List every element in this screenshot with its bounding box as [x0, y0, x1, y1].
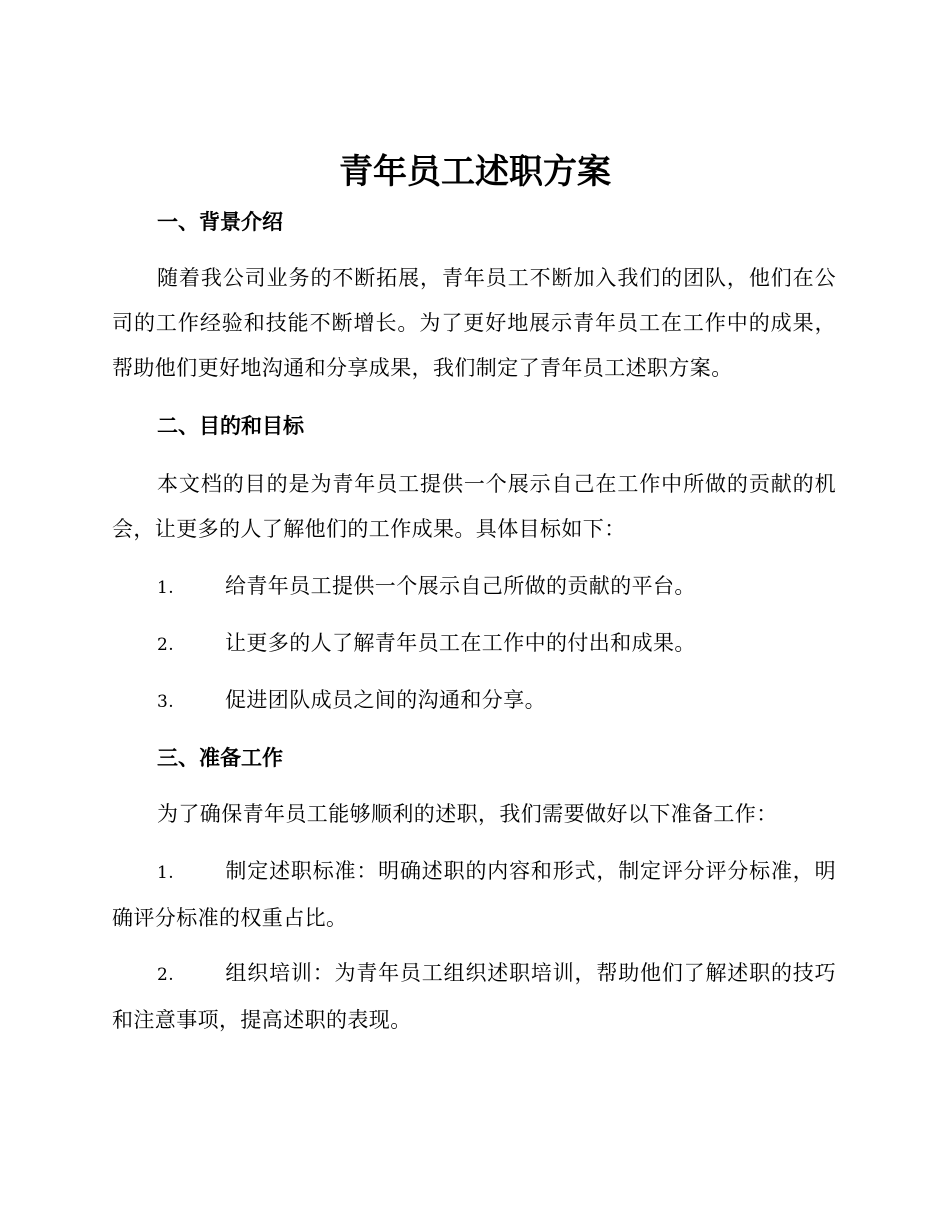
list-item: [112, 558, 836, 617]
list-item-number: 1.: [157, 863, 175, 883]
section-heading-background: 一、背景介绍: [157, 210, 283, 234]
list-item: [112, 849, 836, 941]
section-paragraph-purpose: 本文档的目的是为青年员工提供一个展示自己在工作中所做的贡献的机会，让更多的人了解他们的工作成果。具体目标如下：: [112, 472, 836, 541]
list-item-text: 组织培训：为青年员工组织述职培训，帮助他们了解述职的技巧和注意事项，提高述职的表现。: [112, 961, 836, 1032]
list-item-text: 制定述职标准：明确述职的内容和形式，制定评分评分标准，明确评分标准的权重占比。: [112, 859, 836, 930]
section-paragraph-background: 随着我公司业务的不断拓展，青年员工不断加入我们的团队，他们在公司的工作经验和技能不断增长。为了更好地展示青年员工在工作中的成果，帮助他们更好地沟通和分享成果，我们制定了青年员工述职方案。: [112, 266, 836, 380]
section-heading-preparation: 三、准备工作: [157, 746, 283, 770]
section-heading-purpose: 二、目的和目标: [157, 414, 304, 438]
list-item-number: 2.: [157, 965, 175, 985]
list-item-number: 1.: [157, 578, 175, 598]
section-paragraph-preparation: 为了确保青年员工能够顺利的述职，我们需要做好以下准备工作：: [157, 802, 778, 826]
list-item: [112, 615, 836, 674]
list-item-number: 2.: [157, 635, 175, 655]
list-item-text: 促进团队成员之间的沟通和分享。: [225, 688, 546, 712]
document-title: 青年员工述职方案: [339, 152, 611, 192]
list-item-number: 3.: [157, 692, 175, 712]
list-item: [112, 951, 836, 1043]
list-item: [112, 672, 836, 731]
list-item-text: 让更多的人了解青年员工在工作中的付出和成果。: [225, 631, 696, 655]
list-item-text: 给青年员工提供一个展示自己所做的贡献的平台。: [225, 574, 696, 598]
